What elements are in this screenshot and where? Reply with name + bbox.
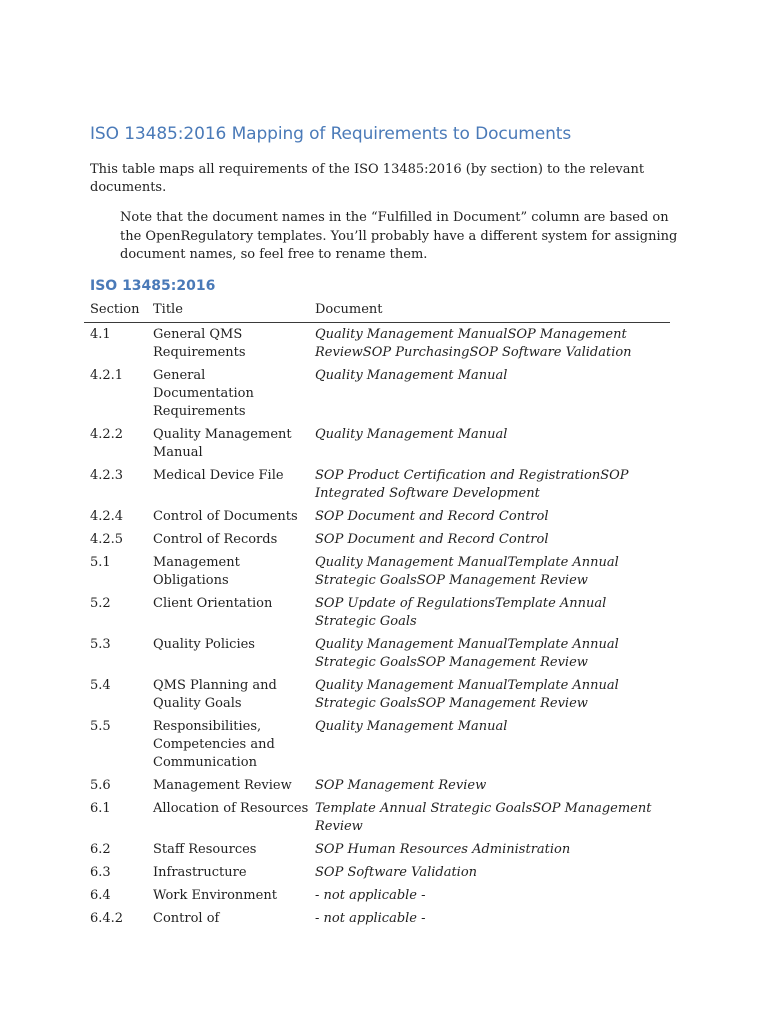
title-cell: General Documentation Requirements [153,368,254,419]
title-cell: General QMS Requirements [153,327,246,360]
table-row [84,675,670,716]
document-cell: Quality Management Manual [315,719,508,734]
table-row [84,798,670,839]
note-paragraph: Note that the document names in the “Fulfilled in Document” column are based on the OpenRegulatory templates. You’ll probably have a different system for assigning document names, so feel free to rename them. [120,210,678,262]
document-cell: SOP Document and Record Control [315,509,549,524]
title-cell: Infrastructure [153,865,247,880]
document-cell: - not applicable - [315,888,426,903]
section-cell: 4.2.1 [90,368,124,383]
table-header-row [84,299,670,323]
page-title: ISO 13485:2016 Mapping of Requirements to Documents [90,124,572,144]
document-cell: Quality Management ManualTemplate Annual Strategic GoalsSOP Management Review [315,555,619,588]
table-row [84,862,670,885]
table-row [84,885,670,908]
section-cell: 6.3 [90,865,111,880]
title-cell: Control of [153,911,220,926]
document-cell: SOP Software Validation [315,865,478,880]
table-row [84,323,670,366]
table-row [84,908,670,931]
document-cell: Quality Management ManualTemplate Annual Strategic GoalsSOP Management Review [315,678,619,711]
section-cell: 4.2.4 [90,509,124,524]
document-cell: Template Annual Strategic GoalsSOP Management Review [315,801,652,834]
document-cell: SOP Update of RegulationsTemplate Annual Strategic Goals [315,596,607,629]
document-cell: SOP Management Review [315,778,487,793]
table-row [84,634,670,675]
section-cell: 4.2.3 [90,468,124,483]
title-cell: Quality Management Manual [153,427,292,460]
title-cell: Staff Resources [153,842,257,857]
title-cell: Management Obligations [153,555,240,588]
table-heading: ISO 13485:2016 [90,278,216,294]
title-cell: Quality Policies [153,637,255,652]
section-cell: 5.4 [90,678,111,693]
table-row [84,716,670,775]
document-cell: SOP Document and Record Control [315,532,549,547]
table-row [84,839,670,862]
section-cell: 5.3 [90,637,111,652]
column-header-title: Title [147,299,309,323]
section-cell: 5.5 [90,719,111,734]
intro-paragraph: This table maps all requirements of the ISO 13485:2016 (by section) to the relevant documents. [90,162,645,195]
document-cell: SOP Product Certification and RegistrationSOP Integrated Software Development [315,468,629,501]
section-cell: 6.2 [90,842,111,857]
title-cell: Client Orientation [153,596,273,611]
table-row [84,506,670,529]
document-cell: Quality Management ManualSOP Management ReviewSOP PurchasingSOP Software Validation [315,327,632,360]
document-cell: Quality Management Manual [315,368,508,383]
title-cell: Allocation of Resources [153,801,309,816]
title-cell: QMS Planning and Quality Goals [153,678,277,711]
section-cell: 4.2.5 [90,532,124,547]
section-cell: 5.2 [90,596,111,611]
title-cell: Work Environment [153,888,277,903]
table-row [84,465,670,506]
table-row [84,775,670,798]
title-cell: Medical Device File [153,468,284,483]
requirements-table [84,299,670,931]
document-cell: Quality Management Manual [315,427,508,442]
section-cell: 4.2.2 [90,427,124,442]
document-cell: Quality Management ManualTemplate Annual Strategic GoalsSOP Management Review [315,637,619,670]
table-row [84,424,670,465]
title-cell: Responsibilities, Competencies and Communication [153,719,275,770]
column-header-document: Document [309,299,670,323]
section-cell: 6.1 [90,801,111,816]
section-cell: 5.6 [90,778,111,793]
table-row [84,529,670,552]
document-cell: - not applicable - [315,911,426,926]
title-cell: Control of Records [153,532,278,547]
title-cell: Control of Documents [153,509,298,524]
document-cell: SOP Human Resources Administration [315,842,571,857]
section-cell: 6.4 [90,888,111,903]
table-row [84,552,670,593]
section-cell: 4.1 [90,327,111,342]
title-cell: Management Review [153,778,292,793]
table-row [84,593,670,634]
section-cell: 5.1 [90,555,111,570]
column-header-section: Section [84,299,147,323]
table-row [84,365,670,424]
section-cell: 6.4.2 [90,911,124,926]
